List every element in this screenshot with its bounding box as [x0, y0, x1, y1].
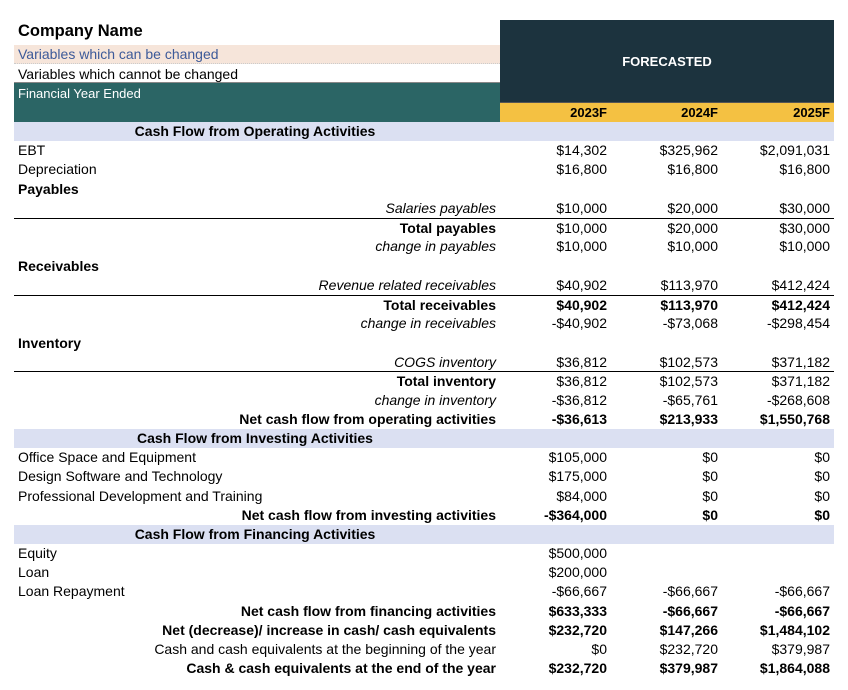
row-label: Depreciation: [18, 161, 97, 177]
year-header-2024[interactable]: 2024F: [681, 105, 718, 120]
row-label: Net (decrease)/ increase in cash/ cash equivalents: [162, 622, 496, 638]
value-2025[interactable]: $0: [814, 449, 830, 465]
row-label: change in inventory: [374, 392, 496, 408]
value-2025[interactable]: -$66,667: [774, 583, 830, 599]
value-2023[interactable]: $232,720: [548, 660, 607, 676]
row-label: Total payables: [399, 220, 496, 236]
table-row-total-payables[interactable]: [14, 218, 834, 238]
value-2023[interactable]: $0: [591, 641, 607, 657]
value-2024[interactable]: $0: [702, 507, 718, 523]
subheading-payables: Payables: [18, 181, 79, 197]
value-2025[interactable]: $30,000: [779, 200, 830, 216]
table-row-total-inventory[interactable]: [14, 371, 834, 391]
row-label: Revenue related receivables: [318, 277, 496, 293]
value-2024[interactable]: $102,573: [659, 354, 718, 370]
value-2023[interactable]: $232,720: [548, 622, 607, 638]
value-2023[interactable]: $84,000: [556, 488, 607, 504]
value-2025[interactable]: -$298,454: [766, 315, 830, 331]
value-2024[interactable]: $232,720: [659, 641, 718, 657]
row-label: Loan: [18, 564, 50, 580]
value-2024[interactable]: $147,266: [659, 622, 718, 638]
row-label: Equity: [18, 545, 57, 561]
value-2023[interactable]: -$36,812: [551, 392, 607, 408]
row-label: Office Space and Equipment: [18, 449, 196, 465]
table-row-total-receivables[interactable]: [14, 295, 834, 315]
section-title-operating[interactable]: Cash Flow from Operating Activities: [134, 123, 376, 139]
section-investing: [14, 429, 834, 448]
value-2023[interactable]: $36,812: [556, 373, 607, 389]
value-2023[interactable]: $36,812: [556, 354, 607, 370]
years-header-row: [500, 103, 834, 122]
table-row-equity[interactable]: [14, 544, 834, 563]
table-row-salaries-payables[interactable]: [14, 199, 834, 218]
section-financing: [14, 525, 834, 544]
value-2025[interactable]: $0: [814, 488, 830, 504]
financial-year-label[interactable]: Financial Year Ended: [14, 83, 500, 122]
value-2023[interactable]: $175,000: [548, 468, 607, 484]
row-label: Total inventory: [396, 373, 496, 389]
value-2024[interactable]: $113,970: [660, 277, 718, 293]
value-2024[interactable]: $0: [702, 488, 718, 504]
value-2024[interactable]: $20,000: [667, 200, 718, 216]
value-2024[interactable]: -$65,761: [662, 392, 718, 408]
table-row-cogs-inventory[interactable]: [14, 353, 834, 372]
section-title-financing[interactable]: Cash Flow from Financing Activities: [134, 526, 376, 542]
value-2025[interactable]: $412,424: [771, 277, 830, 293]
value-2023[interactable]: -$364,000: [543, 507, 607, 523]
table-row-training[interactable]: [14, 487, 834, 506]
value-2025[interactable]: $1,864,088: [759, 660, 830, 676]
value-2024[interactable]: $102,573: [659, 373, 718, 389]
row-label: Net cash flow from financing activities: [240, 603, 496, 619]
value-2024[interactable]: $0: [702, 468, 718, 484]
table-row-cash-end[interactable]: [14, 659, 834, 678]
row-label: Loan Repayment: [18, 583, 125, 599]
value-2023[interactable]: $14,302: [556, 142, 607, 158]
table-row-cash-beginning[interactable]: [14, 640, 834, 659]
value-2023[interactable]: $10,000: [556, 238, 607, 254]
value-2024[interactable]: $16,800: [667, 161, 718, 177]
value-2024[interactable]: $113,970: [660, 297, 718, 313]
table-row-revenue-receivables[interactable]: [14, 276, 834, 295]
value-2023[interactable]: $200,000: [548, 564, 607, 580]
table-row-net-investing[interactable]: [14, 506, 834, 525]
company-name[interactable]: Company Name: [18, 22, 143, 40]
value-2023[interactable]: $105,000: [548, 449, 607, 465]
value-2023[interactable]: -$66,667: [551, 583, 607, 599]
row-label: Cash & cash equivalents at the end of the year: [186, 660, 496, 676]
row-label: Net cash flow from investing activities: [241, 507, 496, 523]
value-2023[interactable]: $10,000: [556, 220, 607, 236]
row-label: Design Software and Technology: [18, 468, 223, 484]
value-2025[interactable]: $0: [814, 468, 830, 484]
value-2024[interactable]: $379,987: [659, 660, 718, 676]
table-row-depreciation[interactable]: [14, 160, 834, 179]
table-row-net-change[interactable]: [14, 621, 834, 640]
value-2025[interactable]: $1,550,768: [759, 411, 830, 427]
table-row-inventory-heading[interactable]: [14, 334, 834, 353]
year-header-2025[interactable]: 2025F: [793, 105, 830, 120]
value-2025[interactable]: $412,424: [771, 297, 830, 313]
value-2023[interactable]: -$40,902: [551, 315, 607, 331]
value-2023[interactable]: $16,800: [556, 161, 607, 177]
table-row-loan[interactable]: [14, 563, 834, 582]
row-label: Salaries payables: [385, 200, 496, 216]
table-row-ebt[interactable]: [14, 141, 834, 160]
section-title-investing[interactable]: Cash Flow from Investing Activities: [137, 430, 373, 446]
row-label: Total receivables: [383, 297, 496, 313]
table-row-net-operating[interactable]: [14, 410, 834, 429]
table-row-software[interactable]: [14, 467, 834, 486]
legend-changeable[interactable]: Variables which can be changed: [14, 45, 500, 64]
value-2024[interactable]: $20,000: [667, 220, 718, 236]
value-2025[interactable]: $10,000: [779, 238, 830, 254]
legend-fixed[interactable]: Variables which cannot be changed: [14, 65, 500, 83]
forecasted-label: FORECASTED: [622, 53, 712, 69]
value-2025[interactable]: $2,091,031: [759, 142, 830, 158]
row-label: Professional Development and Training: [18, 488, 263, 504]
value-2025[interactable]: $0: [814, 507, 830, 523]
section-operating: [14, 122, 834, 141]
forecasted-header[interactable]: [500, 20, 834, 103]
value-2025[interactable]: $379,987: [771, 641, 830, 657]
value-2024[interactable]: $213,933: [659, 411, 718, 427]
table-row-office[interactable]: [14, 448, 834, 467]
value-2025[interactable]: $371,182: [771, 373, 830, 389]
table-row-loan-repayment[interactable]: [14, 582, 834, 601]
table-row-payables-heading[interactable]: [14, 180, 834, 199]
value-2024[interactable]: $10,000: [667, 238, 718, 254]
subheading-receivables: Receivables: [18, 258, 99, 274]
subheading-inventory: Inventory: [18, 335, 82, 351]
table-row-change-payables[interactable]: [14, 237, 834, 256]
value-2025[interactable]: -$66,667: [774, 603, 830, 619]
year-header-2023[interactable]: 2023F: [570, 105, 607, 120]
value-2024[interactable]: -$66,667: [662, 583, 718, 599]
row-label: COGS inventory: [394, 354, 496, 370]
row-label: Cash and cash equivalents at the beginning of the year: [154, 641, 496, 657]
value-2023[interactable]: $40,902: [556, 277, 607, 293]
value-2023[interactable]: $40,902: [556, 297, 607, 313]
row-label: Net cash flow from operating activities: [239, 411, 496, 427]
value-2023[interactable]: -$36,613: [551, 411, 607, 427]
value-2025[interactable]: $16,800: [779, 161, 830, 177]
value-2025[interactable]: -$268,608: [766, 392, 830, 408]
value-2025[interactable]: $1,484,102: [759, 622, 830, 638]
row-label: change in payables: [375, 238, 496, 254]
value-2025[interactable]: $30,000: [779, 220, 830, 236]
row-label: EBT: [18, 142, 46, 158]
value-2024[interactable]: -$66,667: [662, 603, 718, 619]
value-2023[interactable]: $10,000: [556, 200, 607, 216]
row-label: change in receivables: [360, 315, 496, 331]
value-2024[interactable]: -$73,068: [662, 315, 718, 331]
value-2024[interactable]: $325,962: [659, 142, 718, 158]
value-2025[interactable]: $371,182: [771, 354, 830, 370]
table-row-change-inventory[interactable]: [14, 391, 834, 410]
value-2023[interactable]: $633,333: [548, 603, 607, 619]
table-row-receivables-heading[interactable]: [14, 257, 834, 276]
table-row-change-receivables[interactable]: [14, 314, 834, 333]
table-row-net-financing[interactable]: [14, 602, 834, 621]
value-2023[interactable]: $500,000: [548, 545, 607, 561]
value-2024[interactable]: $0: [702, 449, 718, 465]
